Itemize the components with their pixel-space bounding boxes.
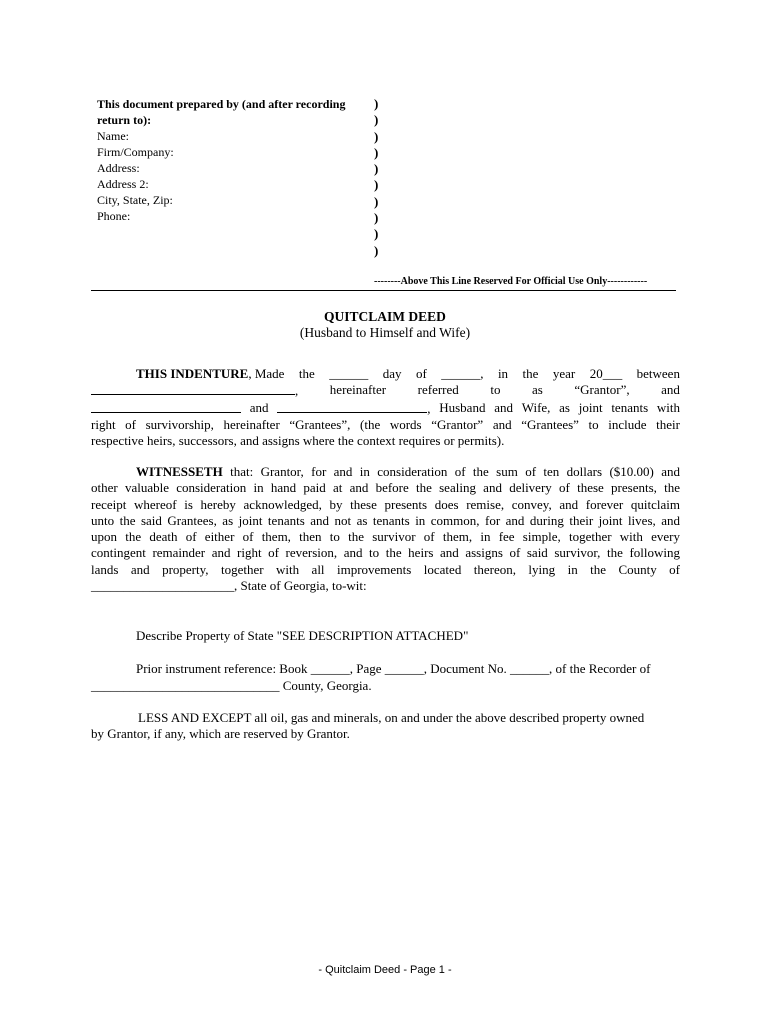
witnesseth-line-4: unto the said Grantees, as joint tenants and not as tenants in common, for and during their joint lives, and bbox=[91, 512, 680, 528]
page-footer: - Quitclaim Deed - Page 1 - bbox=[318, 964, 452, 976]
witnesseth-line-5: upon the death of either of them, then to the survivor of them, in fee simple, together with every bbox=[91, 529, 680, 545]
witnesseth-line-8: ______________________, State of Georgia, to-wit: bbox=[91, 578, 367, 594]
city-label: City, State, Zip: bbox=[97, 193, 173, 207]
prepared-by-block bbox=[97, 96, 345, 224]
indenture-line-1: THIS INDENTURE, Made the ______ day of ______, in the year 20___ between bbox=[136, 366, 680, 381]
indenture-line-2: , hereinafter referred to as “Grantor”, and bbox=[91, 382, 680, 399]
prepared-by-heading-cont: return to): bbox=[97, 113, 152, 127]
grantee-1-blank bbox=[91, 400, 241, 413]
bracket: ) bbox=[374, 242, 379, 258]
witnesseth-line-2: other valuable consideration in hand paid at and before the sealing and delivery of these presents, the bbox=[91, 480, 680, 496]
bracket: ) bbox=[374, 193, 379, 209]
witnesseth-lead: WITNESSETH bbox=[136, 464, 223, 479]
witnesseth-line-3: receipt whereof is hereby acknowledged, by these presents does remise, convey, and forever quitclaim bbox=[91, 496, 680, 512]
divider bbox=[91, 290, 676, 291]
prepared-by-heading: This document prepared by (and after recording bbox=[97, 97, 346, 111]
prior-instrument-line-1: Prior instrument reference: Book ______, Page ______, Document No. ______, of the Recorder of bbox=[136, 661, 651, 676]
less-except-paragraph bbox=[91, 710, 680, 743]
witnesseth-line-6: contingent remainder and right of reversion, and to the heirs and assigns of said survivor, the following bbox=[91, 545, 680, 561]
indenture-lead: THIS INDENTURE bbox=[136, 366, 249, 381]
grantee-2-blank bbox=[277, 400, 427, 413]
witnesseth-line-1: WITNESSETH that: Grantor, for and in consideration of the sum of ten dollars ($10.00) and bbox=[136, 464, 681, 479]
witnesseth-paragraph bbox=[91, 464, 680, 594]
indenture-line-3: and , Husband and Wife, as joint tenants with bbox=[91, 400, 680, 417]
indenture-paragraph bbox=[91, 366, 680, 449]
bracket: ) bbox=[374, 210, 379, 226]
bracket: ) bbox=[374, 112, 379, 128]
bracket: ) bbox=[374, 128, 379, 144]
grantor-name-blank bbox=[91, 382, 295, 395]
bracket: ) bbox=[374, 161, 379, 177]
bracket: ) bbox=[374, 96, 379, 111]
bracket: ) bbox=[374, 144, 379, 160]
indenture-line-5: respective heirs, successors, and assigns where the context requires or permits). bbox=[91, 433, 505, 449]
page-subtitle: (Husband to Himself and Wife) bbox=[299, 325, 471, 340]
county-blank: _____________________________ bbox=[91, 678, 280, 693]
firm-label: Firm/Company: bbox=[97, 145, 174, 159]
page-title: QUITCLAIM DEED bbox=[324, 309, 446, 324]
official-use-line: --------Above This Line Reserved For Official Use Only------------ bbox=[374, 276, 648, 287]
address2-label: Address 2: bbox=[97, 177, 149, 191]
prior-instrument-line-2: _____________________________ County, Georgia. bbox=[91, 678, 372, 693]
bracket: ) bbox=[374, 177, 379, 193]
property-description: Describe Property of State "SEE DESCRIPTION ATTACHED" bbox=[136, 628, 469, 643]
phone-label: Phone: bbox=[97, 209, 131, 223]
witnesseth-line-7: lands and property, together with all improvements located thereon, lying in the County of bbox=[91, 561, 680, 577]
bracket-column bbox=[374, 96, 378, 259]
less-except-line-2: by Grantor, if any, which are reserved by Grantor. bbox=[91, 726, 350, 742]
address-label: Address: bbox=[97, 161, 140, 175]
name-label: Name: bbox=[97, 129, 129, 143]
bracket: ) bbox=[374, 226, 379, 242]
less-except-line-1: LESS AND EXCEPT all oil, gas and minerals, on and under the above described property owned bbox=[138, 710, 645, 725]
indenture-line-4: right of survivorship, hereinafter “Grantees”, (the words “Grantor” and “Grantees” to include their bbox=[91, 416, 680, 432]
